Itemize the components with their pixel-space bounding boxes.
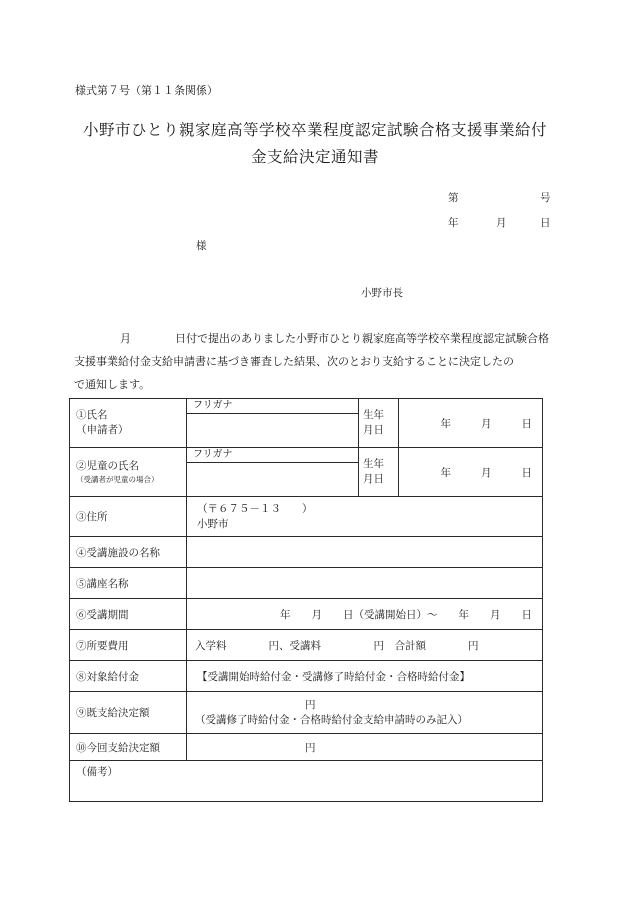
- costs-value: 入学料 円、受講料 円 合計額 円: [195, 639, 479, 652]
- label-previous-amount: ⑨既支給決定額: [70, 692, 187, 734]
- row-address: [70, 497, 543, 537]
- city-name: 小野市: [197, 517, 229, 530]
- body-line2: 支援事業給付金支給申請書に基づき審査した結果、次のとおり支給することに決定したの: [74, 355, 514, 368]
- form-number-label: 様式第７号（第１１条関係）: [75, 84, 218, 97]
- birth-day: 日: [521, 417, 532, 430]
- document-title-line2: 金支給決定通知書: [250, 148, 379, 166]
- row-child-name: [70, 448, 543, 497]
- body-line1-month: 月: [120, 332, 131, 345]
- address-field[interactable]: [187, 497, 543, 537]
- course-field[interactable]: [187, 568, 543, 599]
- previous-amount-note: （受講修了時給付金・合格時給付金支給申請時のみ記入）: [195, 713, 468, 726]
- benefit-type-field[interactable]: [187, 661, 543, 692]
- birth-month: 月: [481, 466, 492, 479]
- body-line3: で通知します。: [74, 378, 151, 391]
- applicant-name-input[interactable]: [187, 414, 358, 447]
- label-sub: （申請者）: [76, 424, 129, 436]
- birthdate-label: [359, 399, 399, 448]
- facility-field[interactable]: [187, 537, 543, 568]
- birth-label-2: 月日: [363, 424, 384, 436]
- furigana-label: フリガナ: [187, 448, 358, 463]
- label-benefit-type: ⑧対象給付金: [70, 661, 187, 692]
- postal-code: （〒６７５－１３ ）: [197, 502, 313, 515]
- date-year: 年: [448, 217, 459, 229]
- label-facility: ④受講施設の名称: [70, 537, 187, 568]
- benefit-type-value: 【受講開始時給付金・受講修了時給付金・合格時給付金】: [197, 670, 470, 683]
- current-amount-yen: 円: [305, 741, 316, 754]
- label-text: ②児童の氏名: [76, 460, 139, 472]
- document-title-line1: 小野市ひとり親家庭高等学校卒業程度認定試験合格支援事業給付: [82, 121, 547, 139]
- row-facility: [70, 537, 543, 568]
- birthdate-date: [405, 465, 542, 480]
- period-value: 年 月 日（受講開始日）～ 年 月 日: [280, 608, 532, 621]
- birth-year: 年: [440, 466, 451, 479]
- applicant-birthdate-field[interactable]: [399, 399, 543, 448]
- label-costs: ⑦所要費用: [70, 630, 187, 661]
- label-child-name: [70, 448, 187, 497]
- body-line1: 日付で提出のありました小野市ひとり親家庭高等学校卒業程度認定試験合格: [175, 332, 549, 345]
- previous-amount-yen: 円: [305, 698, 316, 711]
- birthdate-date: [405, 416, 542, 431]
- label-sub: （受講者が児童の場合）: [76, 475, 159, 484]
- birth-day: 日: [521, 466, 532, 479]
- previous-amount-field[interactable]: [187, 692, 543, 734]
- birth-month: 月: [481, 417, 492, 430]
- row-course: [70, 568, 543, 599]
- recipient-honorific: 様: [196, 240, 207, 252]
- birthdate-label: [359, 448, 399, 497]
- notes-field[interactable]: [70, 761, 543, 802]
- row-applicant-name: [70, 399, 543, 448]
- issuer-name: 小野市長: [361, 287, 403, 299]
- row-current-amount: [70, 734, 543, 761]
- birth-label-2: 月日: [363, 473, 384, 485]
- child-birthdate-field[interactable]: [399, 448, 543, 497]
- body-paragraph: [74, 330, 560, 400]
- period-field[interactable]: [187, 599, 543, 630]
- row-previous-amount: [70, 692, 543, 734]
- label-text: ①氏名: [76, 409, 108, 421]
- birth-year: 年: [440, 417, 451, 430]
- date-day: 日: [540, 217, 551, 229]
- furigana-label: フリガナ: [187, 399, 358, 414]
- row-notes: [70, 761, 543, 802]
- notes-label: （備考）: [76, 766, 118, 778]
- current-amount-field[interactable]: [187, 734, 543, 761]
- costs-field[interactable]: [187, 630, 543, 661]
- row-period: [70, 599, 543, 630]
- row-costs: [70, 630, 543, 661]
- child-name-input[interactable]: [187, 463, 358, 496]
- birth-label-1: 生年: [363, 458, 384, 470]
- date-month: 月: [496, 217, 507, 229]
- birth-label-1: 生年: [363, 409, 384, 421]
- number-dai: 第: [448, 192, 459, 204]
- label-course: ⑤講座名称: [70, 568, 187, 599]
- label-applicant-name: [70, 399, 187, 448]
- row-benefit-type: [70, 661, 543, 692]
- applicant-name-field[interactable]: [187, 399, 359, 448]
- label-period: ⑥受講期間: [70, 599, 187, 630]
- label-address: ③住所: [70, 497, 187, 537]
- label-current-amount: ⑩今回支給決定額: [70, 734, 187, 761]
- decision-form-table: [69, 398, 543, 802]
- number-go: 号: [540, 192, 551, 204]
- child-name-field[interactable]: [187, 448, 359, 497]
